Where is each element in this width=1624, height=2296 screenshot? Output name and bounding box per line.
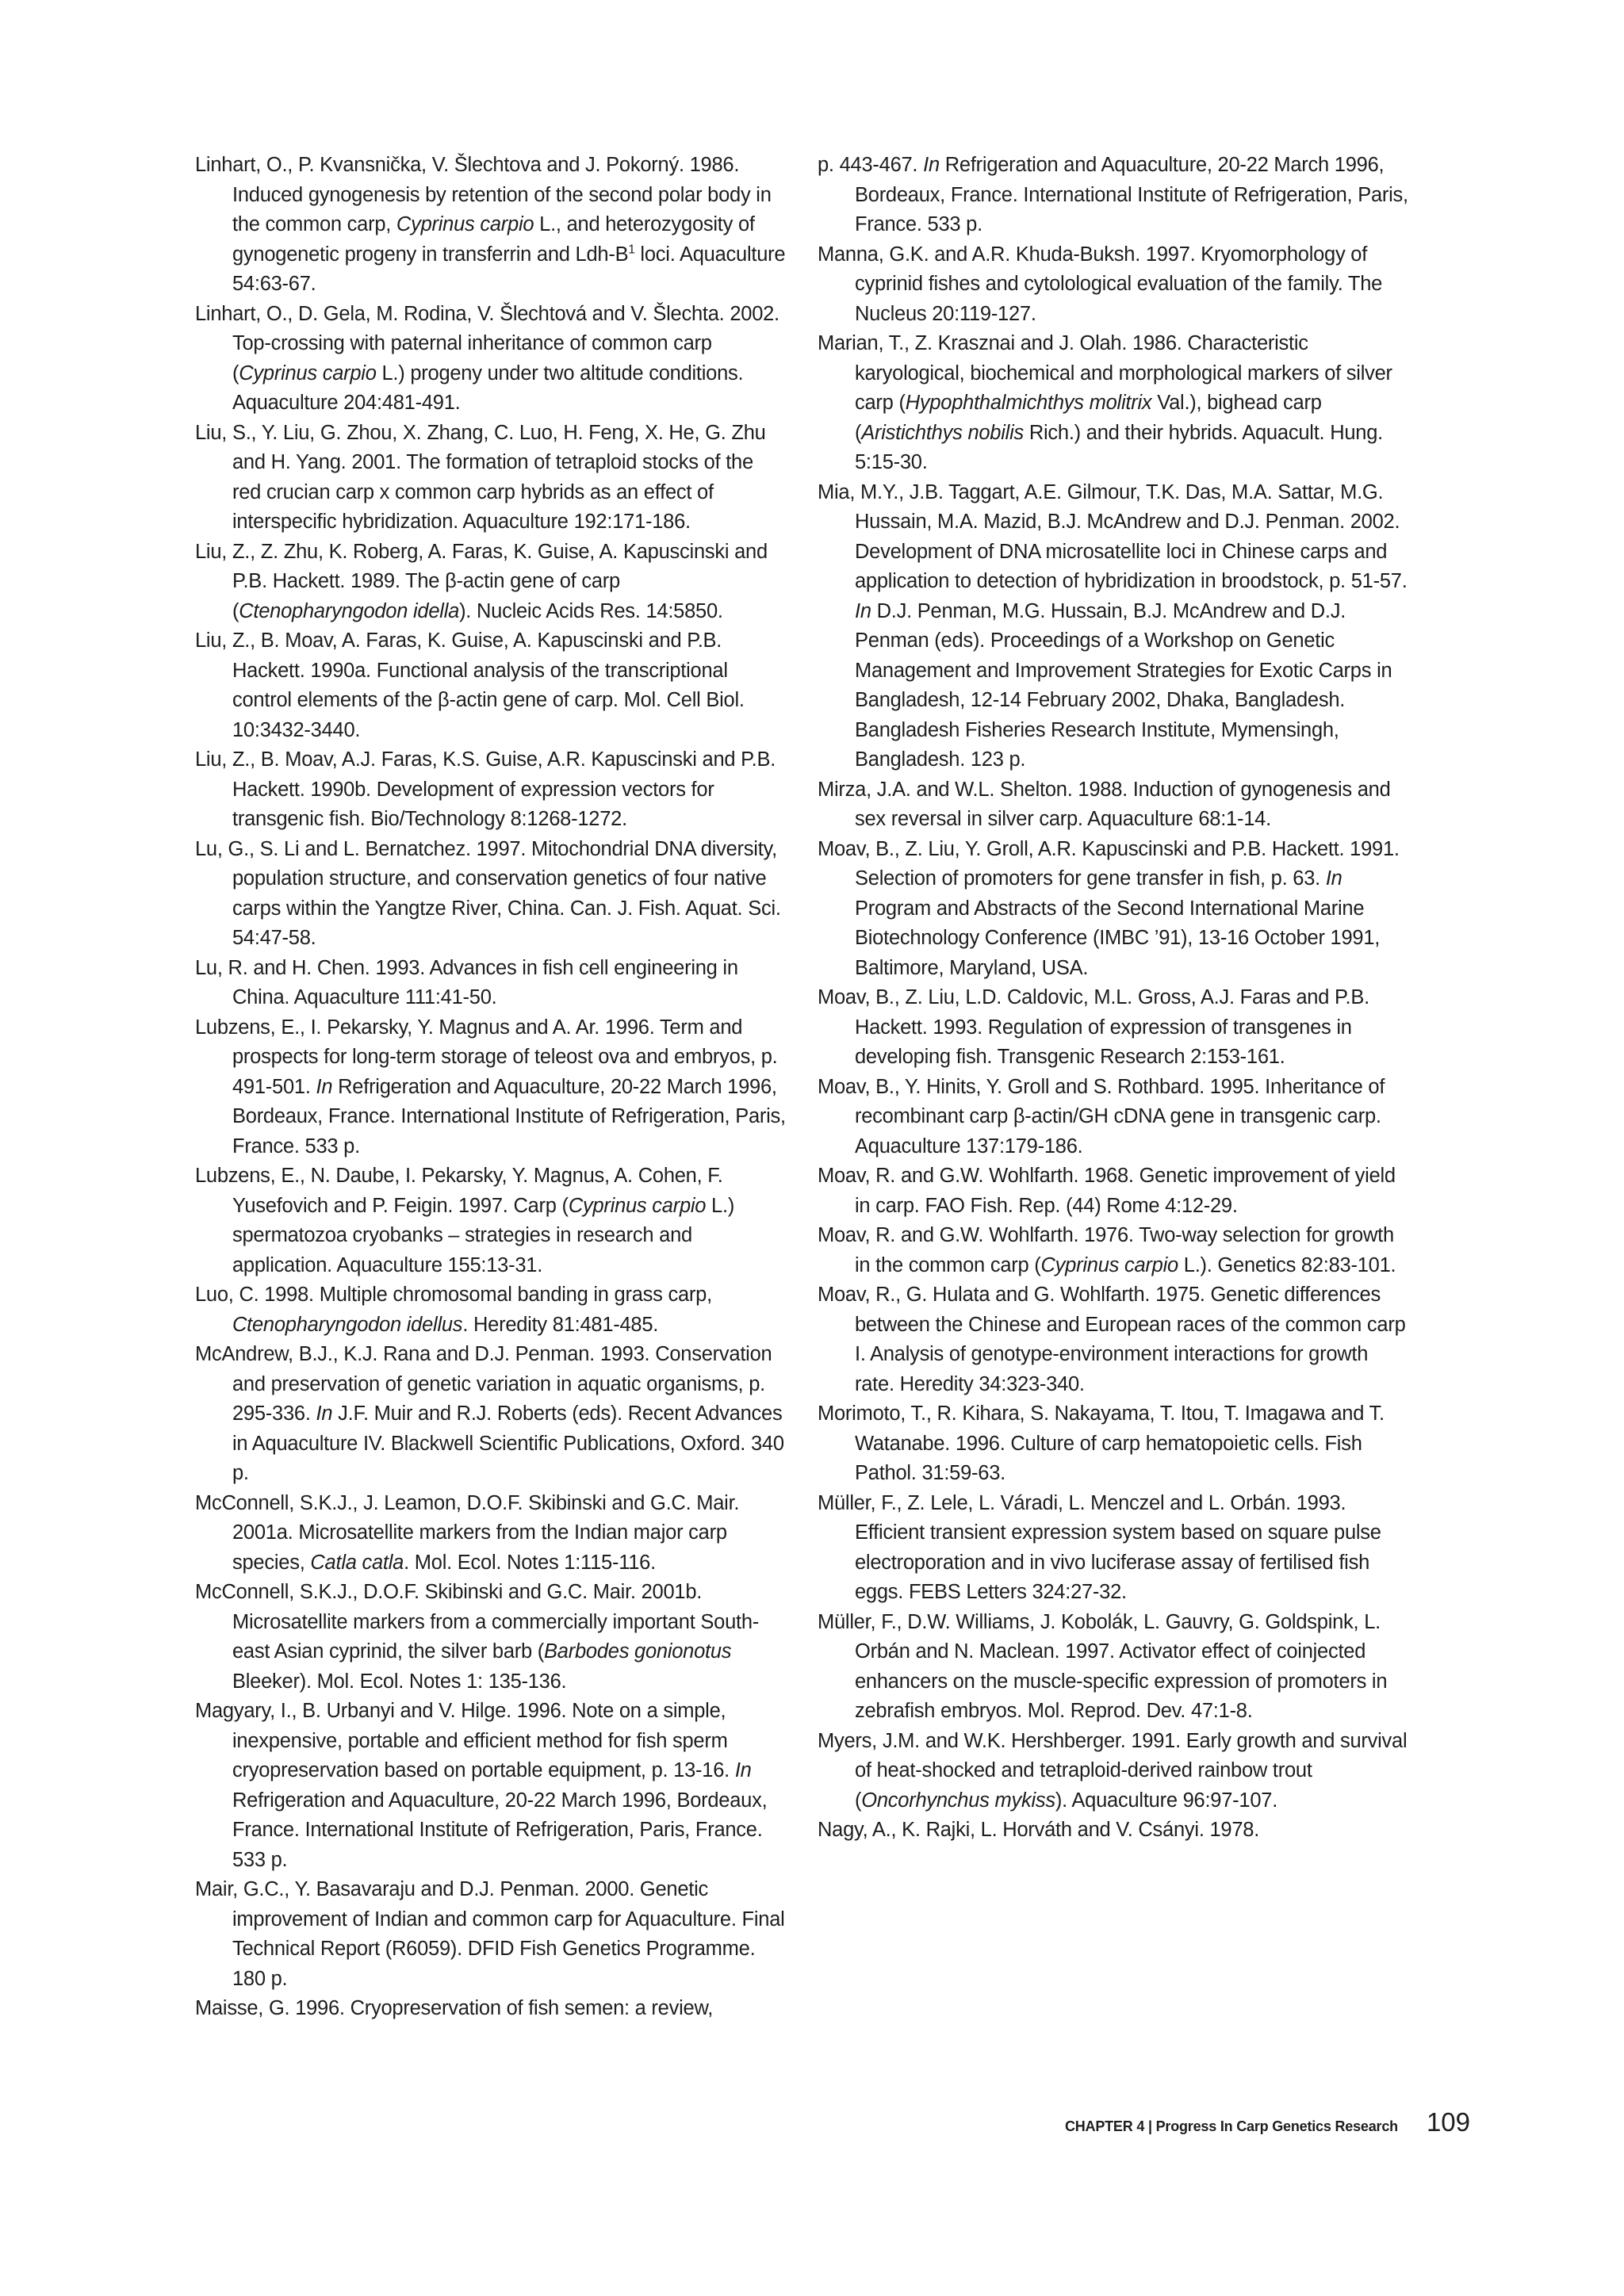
reference-text: Catla catla <box>310 1551 404 1574</box>
reference-text: Refrigeration and Aquaculture, 20-22 March 1996, Bordeaux, France. International Institute of Refrigeration, Paris, France. 533 p. <box>232 1075 786 1158</box>
reference-entry <box>818 1399 1408 1489</box>
reference-entry <box>195 1994 786 2024</box>
reference-text: loci. Aquaculture 54:63-67. <box>232 243 786 295</box>
reference-text: Cyprinus carpio <box>396 213 534 235</box>
reference-entry <box>195 1489 786 1578</box>
reference-text: ). Aquaculture 96:97-107. <box>1055 1789 1278 1812</box>
reference-text: Cyprinus carpio <box>568 1194 707 1217</box>
reference-entry <box>195 1280 786 1340</box>
reference-text: Moav, R. and G.W. Wohlfarth. 1968. Genetic improvement of yield in carp. FAO Fish. Rep. (44) Rome 4:12-29. <box>818 1165 1396 1217</box>
reference-entry <box>818 478 1408 775</box>
reference-entry <box>818 240 1408 330</box>
page-footer <box>1065 2107 1470 2137</box>
reference-text: L.). Genetics 82:83-101. <box>1178 1253 1396 1276</box>
reference-entry <box>818 1073 1408 1162</box>
reference-entry <box>195 1161 786 1280</box>
reference-text: Liu, Z., B. Moav, A. Faras, K. Guise, A. Kapuscinski and P.B. Hackett. 1990a. Functional analysis of the transcriptional control elements of the β-actin gene of carp. Mol. Cell Biol. 10:3432-3440. <box>195 629 745 741</box>
reference-entry <box>195 1875 786 1994</box>
reference-entry <box>818 1816 1408 1846</box>
reference-text: In <box>855 599 871 622</box>
reference-text: McConnell, S.K.J., J. Leamon, D.O.F. Skibinski and G.C. Mair. 2001a. Microsatellite markers from the Indian major carp species, <box>195 1491 740 1574</box>
reference-text: In <box>316 1075 333 1098</box>
reference-text: Manna, G.K. and A.R. Khuda-Buksh. 1997. Kryomorphology of cyprinid fishes and cytolological evaluation of the family. The Nucleus 20:119-127. <box>818 243 1383 325</box>
reference-text: In <box>734 1759 752 1781</box>
reference-text: Mirza, J.A. and W.L. Shelton. 1988. Induction of gynogenesis and sex reversal in silver carp. Aquaculture 68:1-14. <box>818 778 1391 830</box>
reference-text: Refrigeration and Aquaculture, 20-22 March 1996, Bordeaux, France. International Institute of Refrigeration, Paris, France. 533 p. <box>855 154 1408 235</box>
reference-text: ). Nucleic Acids Res. 14:5850. <box>459 599 723 622</box>
reference-text: Marian, T., Z. Krasznai and J. Olah. 1986. Characteristic karyological, biochemical and morphological markers of silver carp ( <box>818 332 1392 414</box>
reference-entry <box>195 1578 786 1697</box>
page-number: 109 <box>1426 2107 1470 2137</box>
reference-entry <box>818 1727 1408 1816</box>
reference-text: . Mol. Ecol. Notes 1:115-116. <box>404 1551 656 1574</box>
reference-text: McAndrew, B.J., K.J. Rana and D.J. Penman. 1993. Conservation and preservation of genetic variation in aquatic organisms, p. 295-336. <box>195 1343 772 1425</box>
reference-entry <box>195 835 786 954</box>
reference-text: Lubzens, E., I. Pekarsky, Y. Magnus and A. Ar. 1996. Term and prospects for long-term storage of teleost ova and embryos, p. 491-501. <box>195 1016 778 1098</box>
reference-text: In <box>1325 867 1342 890</box>
reference-text: Lubzens, E., N. Daube, I. Pekarsky, Y. Magnus, A. Cohen, F. Yusefovich and P. Feigin. 1997. Carp ( <box>195 1165 723 1217</box>
reference-entry <box>818 775 1408 835</box>
reference-entry <box>195 419 786 538</box>
reference-text: D.J. Penman, M.G. Hussain, B.J. McAndrew and D.J. Penman (eds). Proceedings of a Workshop on Genetic Management and Improvement Strategies for Exotic Carps in Bangladesh, 12-14 February 2002, Dhaka, Bangladesh. Bangladesh Fisheries Research Institute, Mymensingh, Bangladesh. 123 p. <box>855 599 1392 771</box>
reference-text: Bleeker). Mol. Ecol. Notes 1: 135-136. <box>232 1670 567 1693</box>
reference-entry <box>818 1608 1408 1727</box>
reference-entry <box>818 329 1408 478</box>
reference-text: . Heredity 81:481-485. <box>462 1313 659 1336</box>
reference-text: Program and Abstracts of the Second International Marine Biotechnology Conference (IMBC ’91), 13-16 October 1991, Baltimore, Maryland, USA. <box>855 897 1381 979</box>
reference-text: Myers, J.M. and W.K. Hershberger. 1991. Early growth and survival of heat-shocked and tetraploid-derived rainbow trout ( <box>818 1729 1408 1812</box>
reference-text: Moav, R., G. Hulata and G. Wohlfarth. 1975. Genetic differences between the Chinese and European races of the common carp I. Analysis of genotype-environment interactions for growth rate. Heredity 34:323-340. <box>818 1284 1406 1395</box>
references-left-column <box>195 151 786 2024</box>
reference-entry <box>818 835 1408 984</box>
reference-text: Luo, C. 1998. Multiple chromosomal banding in grass carp, <box>195 1284 712 1306</box>
reference-text: Linhart, O., P. Kvansnička, V. Šlechtova and J. Pokorný. 1986. Induced gynogenesis by retention of the second polar body in the common carp, <box>195 154 772 235</box>
reference-entry <box>195 954 786 1013</box>
reference-text: Rich.) and their hybrids. Aquacult. Hung. 5:15-30. <box>855 421 1383 473</box>
reference-text: Mia, M.Y., J.B. Taggart, A.E. Gilmour, T.K. Das, M.A. Sattar, M.G. Hussain, M.A. Mazid, B.J. McAndrew and D.J. Penman. 2002. Development of DNA microsatellite loci in Chinese carps and application to detection of hybridization in broodstock, p. 51-57. <box>818 480 1408 592</box>
reference-entry <box>818 983 1408 1073</box>
references-right-column <box>818 151 1408 1846</box>
reference-entry <box>818 1280 1408 1399</box>
reference-text: Liu, S., Y. Liu, G. Zhou, X. Zhang, C. Luo, H. Feng, X. He, G. Zhu and H. Yang. 2001. The formation of tetraploid stocks of the red crucian carp x common carp hybrids as an effect of interspecific hybridization. Aquaculture 192:171-186. <box>195 421 766 533</box>
reference-text: Val.), bighead carp ( <box>855 392 1322 444</box>
reference-text: Morimoto, T., R. Kihara, S. Nakayama, T. Itou, T. Imagawa and T. Watanabe. 1996. Culture of carp hematopoietic cells. Fish Pathol. 31:59-63. <box>818 1402 1385 1484</box>
reference-text: L.) spermatozoa cryobanks – strategies in research and application. Aquaculture 155:13-31. <box>232 1194 735 1276</box>
reference-text: Moav, B., Z. Liu, L.D. Caldovic, M.L. Gross, A.J. Faras and P.B. Hackett. 1993. Regulation of expression of transgenes in developing fish. Transgenic Research 2:153-161. <box>818 986 1369 1068</box>
reference-text: Ctenopharyngodon idellus <box>232 1313 463 1336</box>
reference-text: Lu, G., S. Li and L. Bernatchez. 1997. Mitochondrial DNA diversity, population structure, and conservation genetics of four native carps within the Yangtze River, China. Can. J. Fish. Aquat. Sci. 54:47-58. <box>195 837 781 949</box>
reference-text: Lu, R. and H. Chen. 1993. Advances in fish cell engineering in China. Aquaculture 111:41-50. <box>195 956 738 1008</box>
reference-text: Barbodes gonionotus <box>544 1640 732 1663</box>
reference-entry <box>195 1340 786 1489</box>
reference-text: Cyprinus carpio <box>239 362 377 385</box>
reference-text: p. 443-467. <box>818 154 924 176</box>
reference-text: In <box>316 1402 333 1425</box>
reference-text: In <box>923 154 940 176</box>
reference-entry <box>195 745 786 835</box>
reference-text: L., and heterozygosity of gynogenetic progeny in transferrin and Ldh-B <box>232 213 755 266</box>
reference-text: Müller, F., Z. Lele, L. Váradi, L. Menczel and L. Orbán. 1993. Efficient transient expression system based on square pulse electroporation and in vivo luciferase assay of fertilised fish eggs. FEBS Letters 324:27-32. <box>818 1491 1381 1603</box>
reference-entry <box>818 1161 1408 1221</box>
reference-text: Moav, R. and G.W. Wohlfarth. 1976. Two-way selection for growth in the common carp ( <box>818 1224 1394 1276</box>
reference-text: McConnell, S.K.J., D.O.F. Skibinski and G.C. Mair. 2001b. Microsatellite markers from a commercially important South-east Asian cyprinid, the silver barb ( <box>195 1581 760 1663</box>
reference-text: Maisse, G. 1996. Cryopreservation of fish semen: a review, <box>195 1997 714 2019</box>
reference-text: Liu, Z., B. Moav, A.J. Faras, K.S. Guise, A.R. Kapuscinski and P.B. Hackett. 1990b. Development of expression vectors for transgenic fish. Bio/Technology 8:1268-1272. <box>195 748 776 830</box>
reference-text: 1 <box>628 243 635 256</box>
reference-text: L.) progeny under two altitude conditions. Aquaculture 204:481-491. <box>232 362 744 414</box>
reference-entry <box>195 1013 786 1162</box>
reference-entry <box>818 1489 1408 1608</box>
reference-text: Moav, B., Y. Hinits, Y. Groll and S. Rothbard. 1995. Inheritance of recombinant carp β-actin/GH cDNA gene in transgenic carp. Aquaculture 137:179-186. <box>818 1075 1385 1158</box>
reference-entry <box>195 300 786 419</box>
reference-entry <box>818 151 1408 240</box>
reference-text: Nagy, A., K. Rajki, L. Horváth and V. Csányi. 1978. <box>818 1819 1260 1841</box>
reference-text: Aristichthys nobilis <box>861 421 1024 444</box>
reference-entry <box>195 151 786 300</box>
reference-text: J.F. Muir and R.J. Roberts (eds). Recent Advances in Aquaculture IV. Blackwell Scientific Publications, Oxford. 340 p. <box>232 1402 784 1484</box>
reference-entry <box>195 1697 786 1875</box>
reference-text: Cyprinus carpio <box>1040 1253 1178 1276</box>
reference-text: Linhart, O., D. Gela, M. Rodina, V. Šlechtová and V. Šlechta. 2002. Top-crossing with paternal inheritance of common carp ( <box>195 302 779 385</box>
reference-text: Hypophthalmichthys molitrix <box>905 392 1152 414</box>
reference-text: Müller, F., D.W. Williams, J. Kobolák, L. Gauvry, G. Goldspink, L. Orbán and N. Maclean. 1997. Activator effect of coinjected enhancers on the muscle-specific expression of promoters in zebrafish embryos. Mol. Reprod. Dev. 47:1-8. <box>818 1610 1388 1722</box>
reference-entry <box>818 1221 1408 1280</box>
reference-text: Moav, B., Z. Liu, Y. Groll, A.R. Kapuscinski and P.B. Hackett. 1991. Selection of promoters for gene transfer in fish, p. 63. <box>818 837 1400 890</box>
reference-text: Magyary, I., B. Urbanyi and V. Hilge. 1996. Note on a simple, inexpensive, portable and efficient method for fish sperm cryopreservation based on portable equipment, p. 13-16. <box>195 1700 735 1781</box>
chapter-title: CHAPTER 4 | Progress In Carp Genetics Research <box>1064 2118 1398 2134</box>
reference-text: Refrigeration and Aquaculture, 20-22 March 1996, Bordeaux, France. International Institute of Refrigeration, Paris, France. 533 p. <box>232 1789 768 1871</box>
reference-text: Liu, Z., Z. Zhu, K. Roberg, A. Faras, K. Guise, A. Kapuscinski and P.B. Hackett. 1989. The β-actin gene of carp ( <box>195 540 768 622</box>
reference-entry <box>195 626 786 745</box>
reference-entry <box>195 538 786 627</box>
reference-text: Mair, G.C., Y. Basavaraju and D.J. Penman. 2000. Genetic improvement of Indian and common carp for Aquaculture. Final Technical Report (R6059). DFID Fish Genetics Programme. 180 p. <box>195 1878 785 1990</box>
reference-text: Oncorhynchus mykiss <box>861 1789 1055 1812</box>
reference-text: Ctenopharyngodon idella <box>239 599 460 622</box>
